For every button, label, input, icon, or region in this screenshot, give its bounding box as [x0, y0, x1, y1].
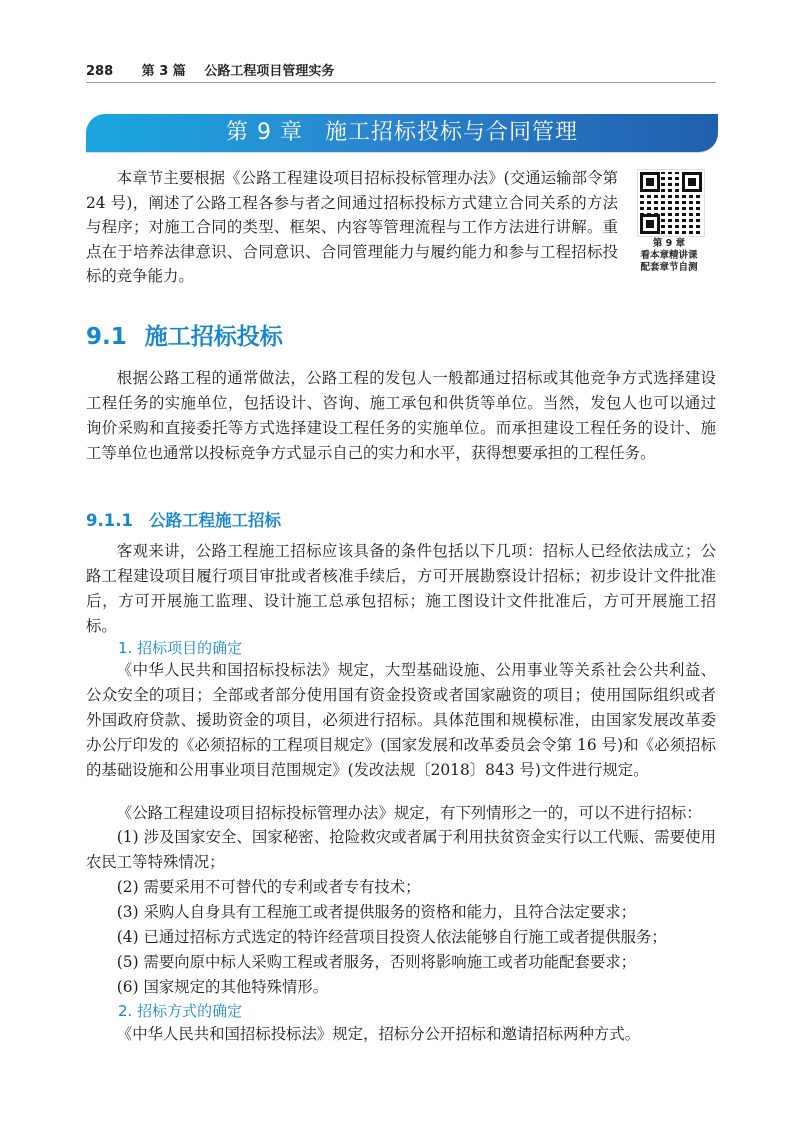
list-item: (5) 需要向原中标人采购工程或者服务，否则将影响施工或者功能配套要求； [116, 953, 636, 971]
section-heading-9-1-1 [86, 507, 281, 531]
section-9-1-1-paragraph: 客观来讲，公路工程施工招标应该具备的条件包括以下几项：招标人已经依法成立；公路工程建设项目履行项目审批或者核准手续后，方可开展勘察设计招标；初步设计文件批准后，方可开展施工监理、设计施工总承包招标；施工图设计文件批准后，方可开展施工招标。 [86, 542, 716, 635]
chapter-banner [86, 114, 718, 152]
list-item: (4) 已通过招标方式选定的特许经营项目投资人依法能够自行施工或者提供服务； [116, 928, 667, 946]
chapter-title-text: 施工招标投标与合同管理 [324, 120, 578, 145]
qr-finder [682, 172, 702, 192]
qr-caption-line: 第 9 章 [652, 238, 686, 249]
running-header [86, 60, 334, 79]
chapter-number: 第 9 章 [226, 120, 303, 145]
part-title: 公路工程项目管理实务 [204, 64, 335, 79]
section-heading-9-1 [86, 318, 283, 351]
qr-finder [640, 172, 660, 192]
subsection-2-paragraph: 《中华人民共和国招标投标法》规定，招标分公开招标和邀请招标两种方式。 [116, 1025, 641, 1043]
section-title: 公路工程施工招标 [148, 511, 281, 530]
section-9-1-paragraph: 根据公路工程的通常做法，公路工程的发包人一般都通过招标或其他竞争方式选择建设工程任务的实施单位，包括设计、咨询、施工承包和供货等单位。当然，发包人也可以通过询价采购和直接委托等方式选择建设工程任务的实施单位。而承担建设工程任务的设计、施工等单位也通常以投标竞争方式显示自己的实力和水平，获得想要承担的工程任务。 [86, 369, 716, 462]
qr-finder [640, 214, 660, 234]
qr-code[interactable] [638, 170, 704, 236]
subsection-1-paragraph: 《中华人民共和国招标投标法》规定，大型基础设施、公用事业等关系社会公共利益、公众安全的项目；全部或者部分使用国有资金投资或者国家融资的项目；使用国际组织或者外国政府贷款、援助资金的项目，必须进行招标。具体范围和规模标准，由国家发展改革委办公厅印发的《必须招标的工程项目规定》(国家发展和改革委员会令第 16 号)和《必须招标的基础设施和公用事业项目范围规定》(发改法规〔2018〕843 号)文件进行规定。 [86, 661, 716, 779]
section-number: 9.1 [86, 324, 127, 350]
list-item: (1) 涉及国家安全、国家秘密、抢险救灾或者属于利用扶贫资金实行以工代赈、需要使用农民工等特殊情况； [86, 828, 716, 871]
subsection-heading-2: 2. 招标方式的确定 [118, 1002, 243, 1020]
subsection-heading-1: 1. 招标项目的确定 [118, 639, 243, 657]
list-item: (3) 采购人自身具有工程施工或者提供服务的资格和能力，且符合法定要求； [116, 903, 636, 921]
subsection-1-paragraph-2: 《公路工程建设项目招标投标管理办法》规定，有下列情形之一的，可以不进行招标： [116, 804, 702, 822]
list-item: (6) 国家规定的其他特殊情形。 [116, 978, 329, 996]
section-title: 施工招标投标 [144, 324, 283, 350]
page-number: 288 [86, 64, 114, 79]
chapter-title [86, 114, 718, 152]
part-label: 第 3 篇 [141, 64, 186, 79]
qr-caption-line: 配套章节自测 [640, 262, 698, 273]
qr-caption-line: 看本章精讲课 [640, 250, 698, 261]
list-item: (2) 需要采用不可替代的专利或者专有技术； [116, 878, 421, 896]
qr-caption [626, 238, 712, 274]
header-rule [86, 82, 716, 83]
section-number: 9.1.1 [86, 511, 133, 530]
chapter-intro: 本章节主要根据《公路工程建设项目招标投标管理办法》(交通运输部令第 24 号)，阐述了公路工程各参与者之间通过招标投标方式建立合同关系的方法与程序；对施工合同的类型、框架、内容等管理流程与工作方法进行讲解。重点在于培养法律意识、合同意识、合同管理能力与履约能力和参与工程招标投标的竞争能力。 [86, 169, 618, 285]
